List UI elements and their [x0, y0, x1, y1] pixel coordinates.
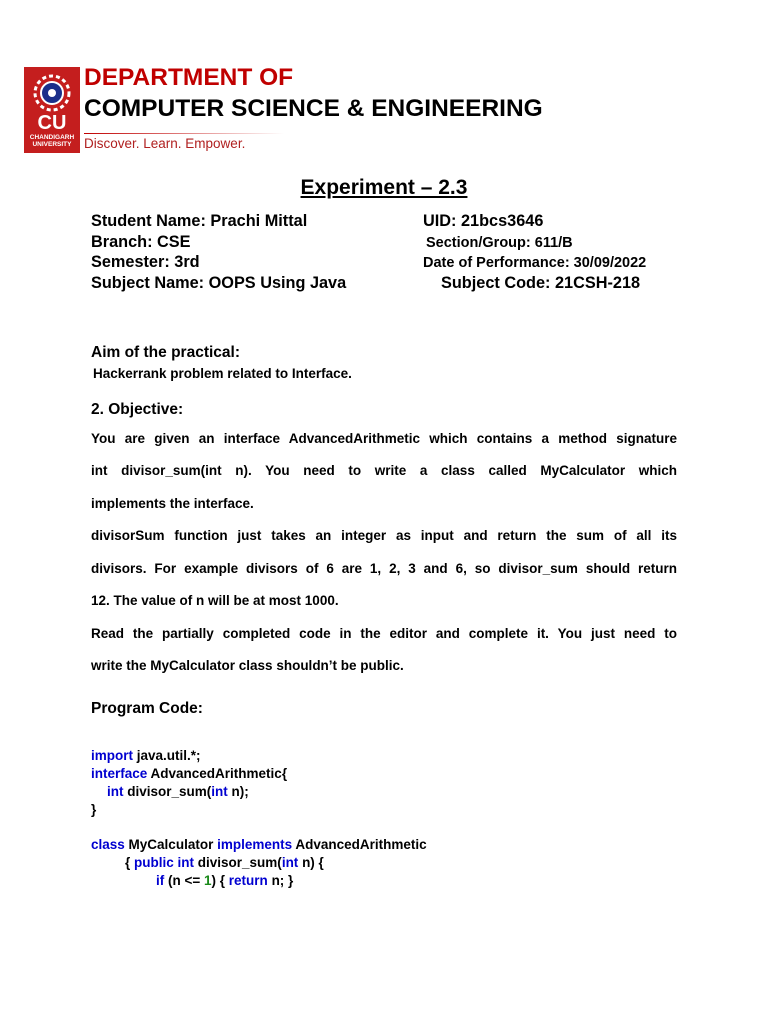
objective-line: write the MyCalculator class shouldn’t be public. — [91, 658, 404, 673]
code-text: { — [125, 855, 135, 870]
objective-line: int divisor_sum(int n). You need to write a class called MyCalculator which — [91, 463, 677, 478]
semester: Semester: 3rd — [91, 253, 200, 271]
code-text: (n <= — [164, 873, 205, 888]
code-line — [156, 873, 293, 888]
code-keyword: return — [228, 873, 268, 888]
code-text: MyCalculator — [124, 837, 218, 852]
code-line — [125, 855, 324, 870]
aim-heading: Aim of the practical: — [91, 344, 240, 361]
code-keyword: public — [134, 855, 174, 870]
student-name: Student Name: Prachi Mittal — [91, 212, 308, 230]
code-text: AdvancedArithmetic{ — [147, 766, 288, 781]
uid: UID: 21bcs3646 — [423, 212, 544, 230]
code-keyword: int — [177, 855, 195, 870]
department-title-line1: DEPARTMENT OF — [84, 64, 294, 91]
code-keyword: import — [91, 748, 133, 763]
objective-heading: 2. Objective: — [91, 401, 184, 418]
code-line: } — [91, 802, 97, 817]
code-text: java.util.*; — [133, 748, 201, 763]
code-keyword: int — [281, 855, 299, 870]
objective-line: You are given an interface AdvancedArithmetic which contains a method signature — [91, 431, 677, 446]
code-text: n) { — [298, 855, 324, 870]
department-title-line2: COMPUTER SCIENCE & ENGINEERING — [84, 95, 543, 122]
objective-line: divisorSum function just takes an integer as input and return the sum of all its — [91, 528, 677, 543]
code-line — [107, 784, 249, 799]
code-text: divisor_sum( — [123, 784, 212, 799]
code-number: 1 — [204, 873, 212, 888]
logo-cu-text: CU — [37, 112, 67, 134]
aim-text: Hackerrank problem related to Interface. — [93, 366, 352, 381]
branch: Branch: CSE — [91, 233, 191, 251]
objective-line: divisors. For example divisors of 6 are 1, 2, 3 and 6, so divisor_sum should return — [91, 561, 677, 576]
university-logo — [24, 67, 80, 153]
code-keyword: implements — [217, 837, 293, 852]
code-text: AdvancedArithmetic — [292, 837, 427, 852]
code-line — [91, 766, 287, 781]
code-keyword: class — [91, 837, 125, 852]
objective-line: implements the interface. — [91, 496, 254, 511]
code-keyword: interface — [91, 766, 148, 781]
code-text: n; } — [267, 873, 294, 888]
code-text: n); — [227, 784, 249, 799]
code-text: divisor_sum( — [194, 855, 282, 870]
tagline: Discover. Learn. Empower. — [84, 136, 246, 151]
objective-line: Read the partially completed code in the editor and complete it. You just need to — [91, 626, 677, 641]
section-group: Section/Group: 611/B — [426, 235, 573, 251]
code-keyword: int — [107, 784, 124, 799]
code-line — [91, 837, 427, 852]
tagline-divider — [84, 133, 284, 134]
code-keyword: int — [211, 784, 228, 799]
experiment-title: Experiment – 2.3 — [300, 176, 468, 199]
code-line — [91, 748, 201, 763]
subject-code: Subject Code: 21CSH-218 — [441, 274, 641, 292]
subject-name: Subject Name: OOPS Using Java — [91, 274, 347, 292]
emblem-icon — [30, 71, 74, 115]
code-keyword: if — [156, 873, 165, 888]
code-text: ) { — [211, 873, 229, 888]
date-of-performance: Date of Performance: 30/09/2022 — [423, 255, 647, 271]
objective-line: 12. The value of n will be at most 1000. — [91, 593, 339, 608]
logo-university-text: CHANDIGARH UNIVERSITY — [29, 134, 75, 148]
program-code-heading: Program Code: — [91, 700, 203, 717]
